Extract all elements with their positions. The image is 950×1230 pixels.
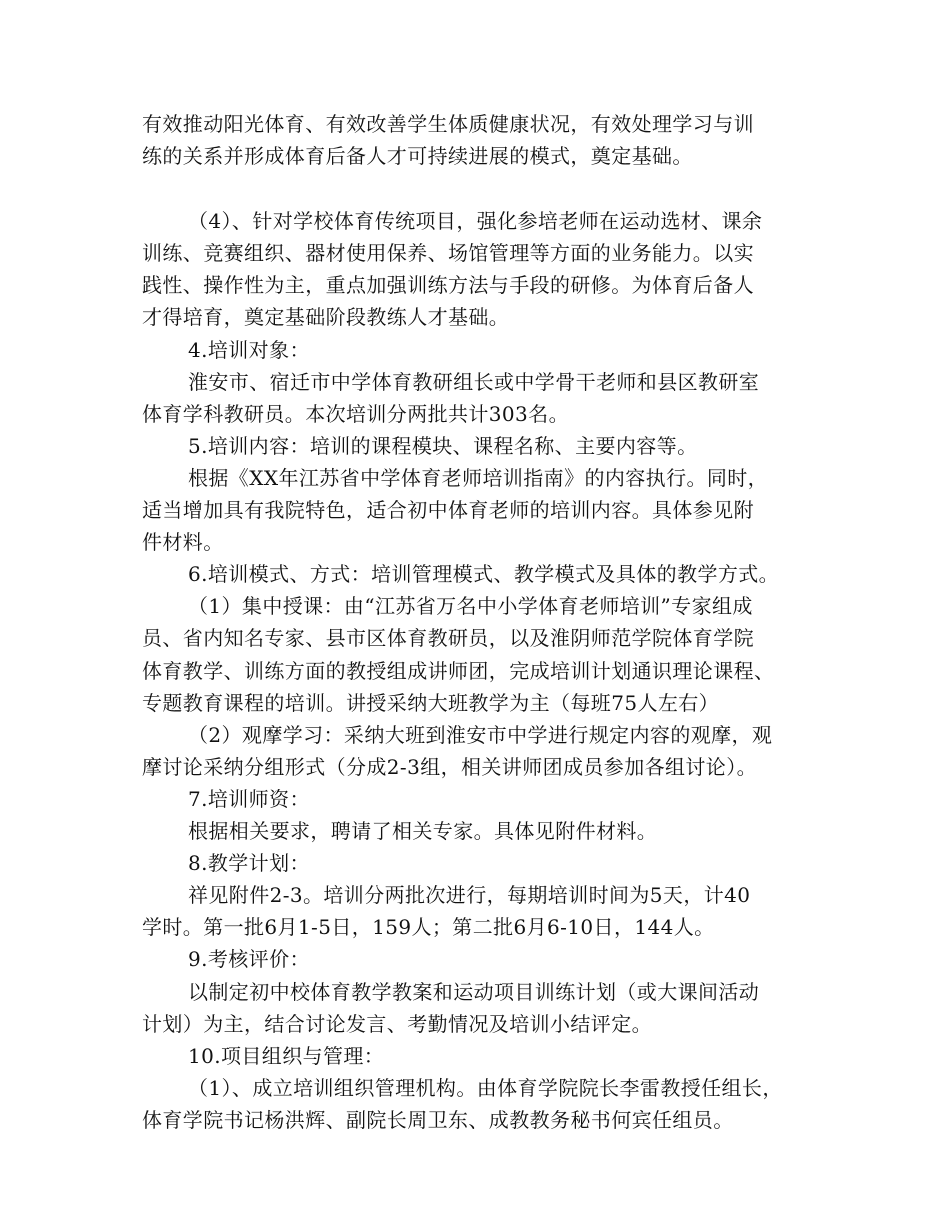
section-heading: 5.培训内容：培训的课程模块、课程名称、主要内容等。 bbox=[188, 434, 698, 458]
text-line: 训练、竞赛组织、器材使用保养、场馆管理等方面的业务能力。以实 bbox=[142, 241, 754, 265]
section-heading: 9.考核评价： bbox=[188, 947, 310, 971]
text-line: （4）、针对学校体育传统项目，强化参培老师在运动选材、课余 bbox=[188, 209, 763, 233]
text-line: （1）集中授课：由“江苏省万名中小学体育老师培训”专家组成 bbox=[188, 594, 753, 618]
text-line: 淮安市、宿迁市中学体育教研组长或中学骨干老师和县区教研室 bbox=[188, 370, 760, 394]
text-line: 体育学院书记杨洪辉、副院长周卫东、成教教务秘书何宾任组员。 bbox=[142, 1108, 734, 1132]
text-line: 有效推动阳光体育、有效改善学生体质健康状况，有效处理学习与训 bbox=[142, 112, 754, 136]
text-line: 体育学科教研员。本次培训分两批共计303名。 bbox=[142, 402, 569, 426]
text-line: 练的关系并形成体育后备人才可持续进展的模式，奠定基础。 bbox=[142, 144, 693, 168]
text-line: 摩讨论采纳分组形式（分成2-3组，相关讲师团成员参加各组讨论）。 bbox=[142, 755, 758, 779]
text-line: 祥见附件2-3。培训分两批次进行，每期培训时间为5天，计40 bbox=[188, 883, 751, 907]
section-heading: 10.项目组织与管理： bbox=[188, 1044, 385, 1068]
text-line: 体育教学、训练方面的教授组成讲师团，完成培训计划通识理论课程、 bbox=[142, 659, 775, 683]
section-heading: 7.培训师资： bbox=[188, 787, 310, 811]
text-line: 计划）为主，结合讨论发言、考勤情况及培训小结评定。 bbox=[142, 1012, 652, 1036]
text-line: 践性、操作性为主，重点加强训练方法与手段的研修。为体育后备人 bbox=[142, 273, 754, 297]
text-line: 学时。第一批6月1-5日，159人；第二批6月6-10日，144人。 bbox=[142, 915, 715, 939]
text-line: 员、省内知名专家、县市区体育教研员，以及淮阴师范学院体育学院 bbox=[142, 626, 754, 650]
text-line: 以制定初中校体育教学教案和运动项目训练计划（或大课间活动 bbox=[188, 980, 760, 1004]
text-line: 根据相关要求，聘请了相关专家。具体见附件材料。 bbox=[188, 819, 658, 843]
section-heading: 6.培训模式、方式：培训管理模式、教学模式及具体的教学方式。 bbox=[188, 562, 780, 586]
text-line: 适当增加具有我院特色，适合初中体育老师的培训内容。具体参见附 bbox=[142, 498, 754, 522]
text-line: （2）观摩学习：采纳大班到淮安市中学进行规定内容的观摩，观 bbox=[188, 723, 773, 747]
text-line: 件材料。 bbox=[142, 530, 224, 554]
text-line: 专题教育课程的培训。讲授采纳大班教学为主（每班75人左右） bbox=[142, 691, 720, 715]
text-line: （1）、成立培训组织管理机构。由体育学院院长李雷教授任组长， bbox=[188, 1076, 783, 1100]
text-line: 根据《XX年江苏省中学体育老师培训指南》的内容执行。同时， bbox=[188, 466, 769, 490]
section-heading: 4.培训对象： bbox=[188, 338, 310, 362]
text-line: 才得培育，奠定基础阶段教练人才基础。 bbox=[142, 305, 510, 329]
section-heading: 8.教学计划： bbox=[188, 851, 310, 875]
